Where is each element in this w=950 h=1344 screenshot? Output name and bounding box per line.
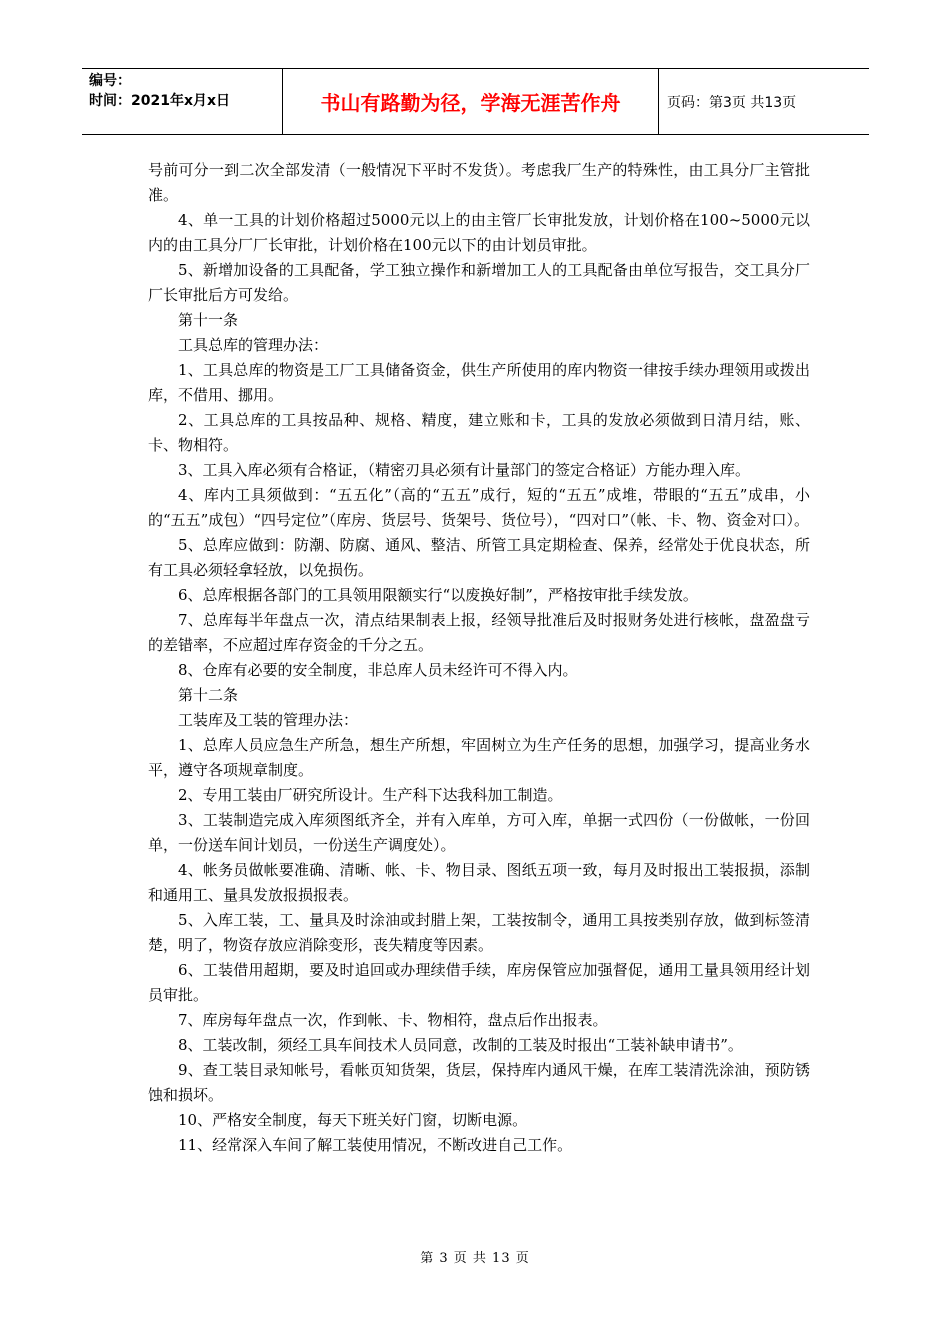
paragraph: 9、查工装目录知帐号，看帐页知货架，货层，保持库内通风干燥，在库工装清洗涂油，预防锈蚀和损坏。	[148, 1061, 810, 1104]
page-header	[82, 68, 869, 135]
paragraph: 1、总库人员应急生产所急，想生产所想，牢固树立为生产任务的思想，加强学习，提高业务水平，遵守各项规章制度。	[148, 736, 810, 779]
paragraph: 5、入库工装，工、量具及时涂油或封腊上架，工装按制令，通用工具按类别存放，做到标签清楚，明了，物资存放应消除变形，丧失精度等因素。	[148, 911, 810, 954]
document-body	[148, 158, 810, 1158]
date-label: 时间：2021年x月x日	[89, 93, 231, 109]
paragraph: 2、工具总库的工具按品种、规格、精度，建立账和卡，工具的发放必须做到日清月结，账、卡、物相符。	[148, 411, 810, 454]
header-meta	[82, 69, 282, 134]
paragraph: 4、库内工具须做到：“五五化”（高的“五五”成行，短的“五五”成堆，带眼的“五五”成串，小的“五五”成包）“四号定位”（库房、货层号、货架号、货位号），“四对口”（帐、卡、物、资金对口）。	[148, 486, 810, 529]
paragraph: 4、单一工具的计划价格超过5000元以上的由主管厂长审批发放，计划价格在100~5000元以内的由工具分厂厂长审批，计划价格在100元以下的由计划员审批。	[148, 211, 810, 254]
page-footer: 第 3 页 共 13 页	[420, 1251, 530, 1266]
paragraph: 2、专用工装由厂研究所设计。生产科下达我科加工制造。	[178, 786, 563, 804]
section-subtitle: 工具总库的管理办法：	[178, 336, 329, 354]
paragraph: 3、工装制造完成入库须图纸齐全，并有入库单，方可入库，单据一式四份（一份做帐，一份回单，一份送车间计划员，一份送生产调度处）。	[148, 811, 810, 854]
paragraph: 10、严格安全制度，每天下班关好门窗，切断电源。	[178, 1111, 528, 1129]
paragraph: 7、总库每半年盘点一次，清点结果制表上报，经领导批准后及时报财务处进行核帐，盘盈盘亏的差错率，不应超过库存资金的千分之五。	[148, 611, 810, 654]
section-subtitle: 工装库及工装的管理办法：	[178, 711, 359, 729]
paragraph: 号前可分一到二次全部发清（一般情况下平时不发货）。考虑我厂生产的特殊性，由工具分厂主管批准。	[148, 161, 810, 204]
paragraph: 8、工装改制，须经工具车间技术人员同意，改制的工装及时报出“工装补缺申请书”。	[178, 1036, 743, 1054]
section-heading: 第十一条	[178, 311, 239, 329]
header-motto: 书山有路勤为径，学海无涯苦作舟	[282, 69, 659, 134]
section-heading: 第十二条	[178, 686, 239, 704]
paragraph: 4、帐务员做帐要准确、清晰、帐、卡、物目录、图纸五项一致，每月及时报出工装报损，添制和通用工、量具发放报损报表。	[148, 861, 810, 904]
paragraph: 7、库房每年盘点一次，作到帐、卡、物相符，盘点后作出报表。	[178, 1011, 608, 1029]
paragraph: 1、工具总库的物资是工厂工具储备资金，供生产所使用的库内物资一律按手续办理领用或拨出库，不借用、挪用。	[148, 361, 810, 404]
paragraph: 5、总库应做到：防潮、防腐、通风、整洁、所管工具定期检查、保养，经常处于优良状态，所有工具必须轻拿轻放，以免损伤。	[148, 536, 810, 579]
paragraph: 3、工具入库必须有合格证，（精密刃具必须有计量部门的签定合格证）方能办理入库。	[178, 461, 751, 479]
paragraph: 11、经常深入车间了解工装使用情况，不断改进自己工作。	[178, 1136, 573, 1154]
number-label: 编号：	[89, 73, 131, 89]
paragraph: 8、仓库有必要的安全制度，非总库人员未经许可不得入内。	[178, 661, 578, 679]
header-page-number: 页码：第3页 共13页	[667, 94, 797, 111]
paragraph: 6、工装借用超期，要及时追回或办理续借手续，库房保管应加强督促，通用工量具领用经计划员审批。	[148, 961, 810, 1004]
paragraph: 5、新增加设备的工具配备，学工独立操作和新增加工人的工具配备由单位写报告，交工具分厂厂长审批后方可发给。	[148, 261, 810, 304]
paragraph: 6、总库根据各部门的工具领用限额实行“以废换好制”，严格按审批手续发放。	[178, 586, 698, 604]
